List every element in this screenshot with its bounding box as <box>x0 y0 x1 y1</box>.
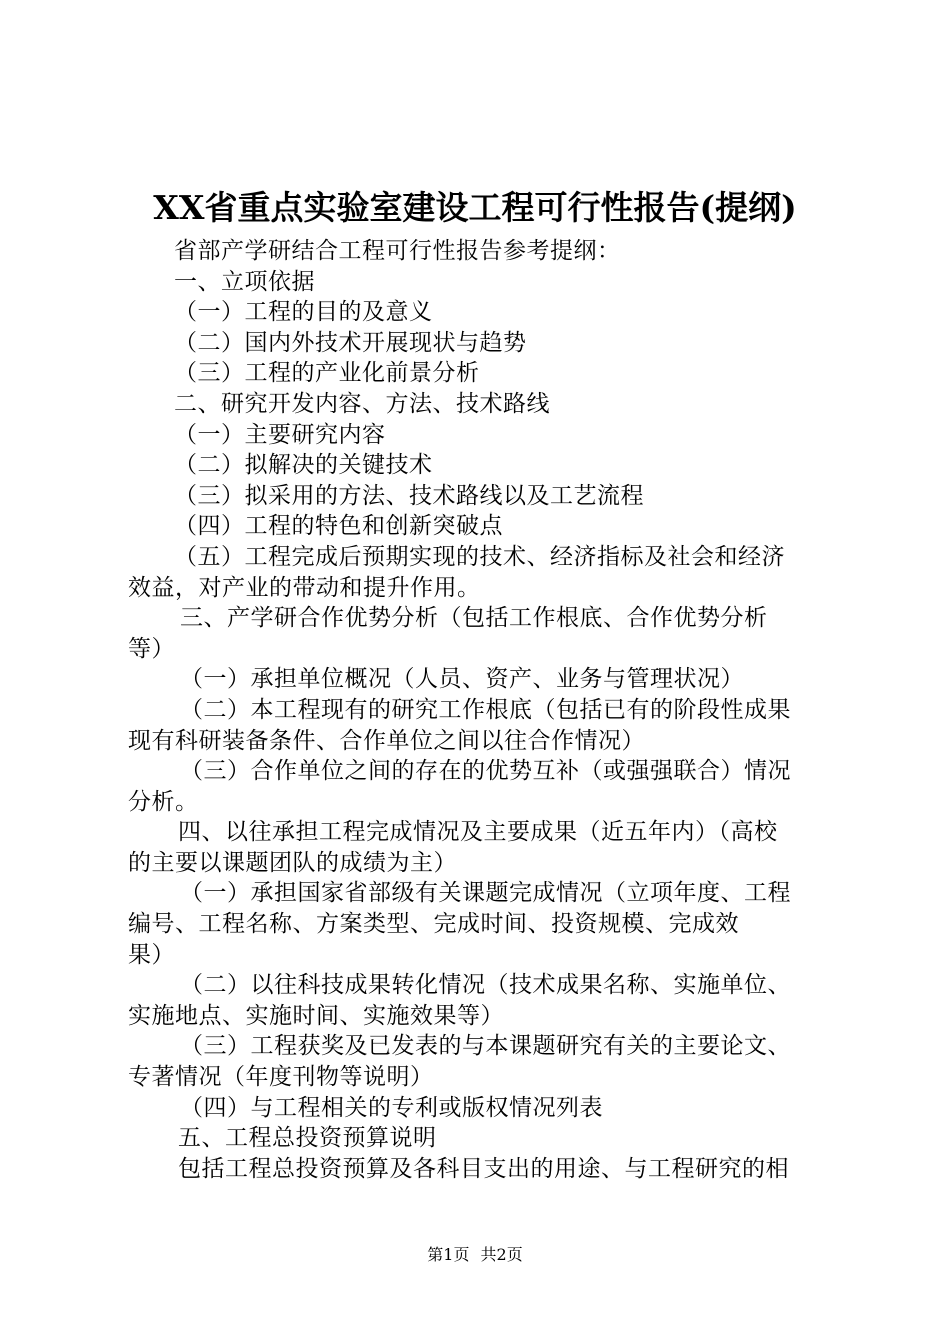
paragraph-line: （四）工程的特色和创新突破点 <box>174 513 503 540</box>
paragraph-line: 包括工程总投资预算及各科目支出的用途、与工程研究的相 <box>178 1155 789 1182</box>
paragraph-line: （二）国内外技术开展现状与趋势 <box>174 329 527 356</box>
paragraph-line: 专著情况（年度刊物等说明） <box>128 1064 434 1091</box>
paragraph-line: 四、以往承担工程完成情况及主要成果（近五年内）（高校 <box>178 819 778 846</box>
paragraph-line: 果） <box>128 941 175 968</box>
paragraph-line: 编号、工程名称、方案类型、完成时间、投资规模、完成效 <box>128 911 739 938</box>
page-total: 共2页 <box>480 1245 523 1264</box>
paragraph-line: 现有科研装备条件、合作单位之间以往合作情况） <box>128 727 645 754</box>
paragraph-line: 效益，对产业的带动和提升作用。 <box>128 574 481 601</box>
paragraph-line: （三）工程获奖及已发表的与本课题研究有关的主要论文、 <box>180 1033 791 1060</box>
paragraph-line: （二）以往科技成果转化情况（技术成果名称、实施单位、 <box>180 972 791 999</box>
paragraph-line: （一）工程的目的及意义 <box>174 299 433 326</box>
paragraph-line: （一）主要研究内容 <box>174 421 386 448</box>
paragraph-line: 二、研究开发内容、方法、技术路线 <box>174 390 550 417</box>
paragraph-line: （一）承担国家省部级有关课题完成情况（立项年度、工程 <box>180 880 791 907</box>
paragraph-line: （三）拟采用的方法、技术路线以及工艺流程 <box>174 482 644 509</box>
paragraph-line: （三）合作单位之间的存在的优势互补（或强强联合）情况 <box>180 758 791 785</box>
paragraph-line: 实施地点、实施时间、实施效果等） <box>128 1002 504 1029</box>
document-title: XX省重点实验室建设工程可行性报告(提纲) <box>153 188 797 227</box>
page-footer <box>0 1240 950 1270</box>
page-number: 第1页 <box>427 1245 470 1264</box>
paragraph-line: （四）与工程相关的专利或版权情况列表 <box>180 1094 603 1121</box>
paragraph-line: （五）工程完成后预期实现的技术、经济指标及社会和经济 <box>174 543 785 570</box>
paragraph-line: （二）拟解决的关键技术 <box>174 452 433 479</box>
paragraph-line: 分析。 <box>128 788 199 815</box>
paragraph-line: 省部产学研结合工程可行性报告参考提纲： <box>174 238 621 264</box>
paragraph-line: （二）本工程现有的研究工作根底（包括已有的阶段性成果 <box>180 696 791 723</box>
paragraph-line: 等） <box>128 635 175 662</box>
paragraph-line: （一）承担单位概况（人员、资产、业务与管理状况） <box>180 666 744 693</box>
paragraph-line: 三、产学研合作优势分析（包括工作根底、合作优势分析 <box>180 605 768 632</box>
paragraph-line: 五、工程总投资预算说明 <box>178 1125 437 1152</box>
paragraph-line: 的主要以课题团队的成绩为主） <box>128 849 457 876</box>
paragraph-line: 一、立项依据 <box>174 268 315 295</box>
paragraph-line: （三）工程的产业化前景分析 <box>174 360 480 387</box>
document-body <box>128 236 834 1184</box>
